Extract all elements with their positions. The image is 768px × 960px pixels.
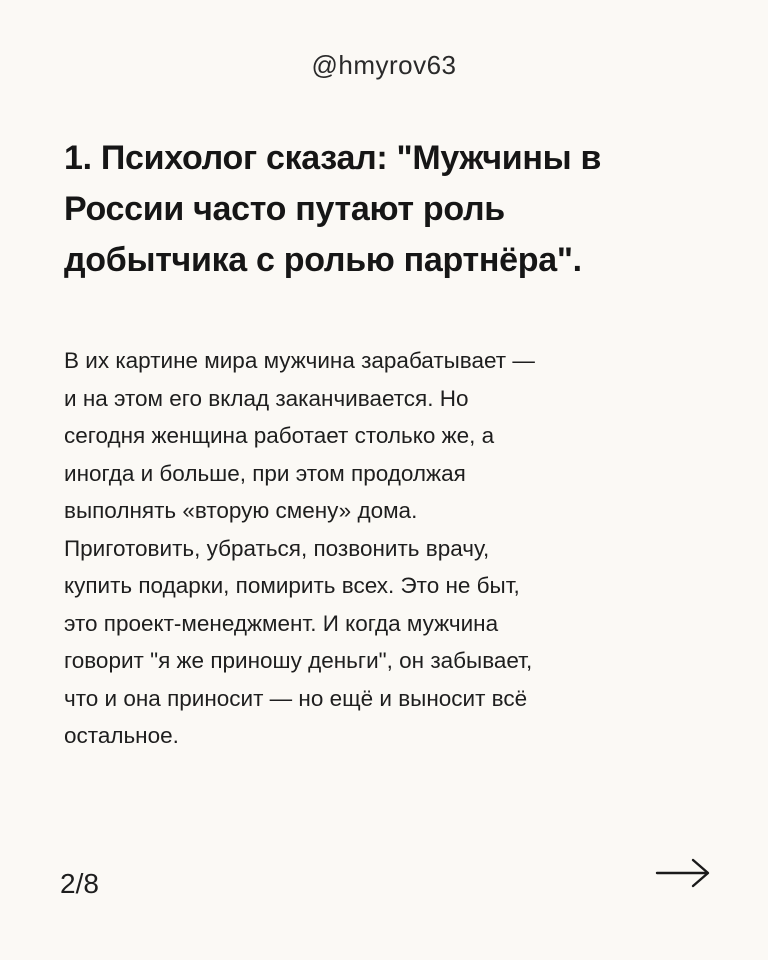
post-body	[64, 342, 704, 755]
body-line: что и она приносит — но ещё и выносит всё	[64, 685, 528, 711]
body-line: иногда и больше, при этом продолжая	[64, 460, 466, 486]
title-line: 1. Психолог сказал: "Мужчины в	[64, 139, 602, 177]
body-line: сегодня женщина работает столько же, а	[64, 423, 495, 448]
body-line: В их картине мира мужчина зарабатывает —	[64, 348, 535, 373]
arrow-right-icon	[655, 853, 711, 893]
body-line: говорит "я же приношу деньги", он забывает,	[64, 648, 533, 673]
body-line: купить подарки, помирить всех. Это не быт,	[64, 573, 520, 598]
next-slide-button[interactable]	[655, 853, 711, 893]
body-line: остальное.	[64, 723, 179, 748]
title-line: России часто путают роль	[64, 190, 505, 228]
author-handle: @hmyrov63	[311, 50, 457, 80]
body-line: и на этом его вклад заканчивается. Но	[64, 385, 469, 411]
page-counter: 2/8	[60, 868, 99, 899]
body-line: Приготовить, убраться, позвонить врачу,	[64, 535, 490, 561]
body-line: выполнять «вторую смену» дома.	[64, 498, 418, 523]
title-line: добытчика с ролью партнёра".	[64, 241, 582, 279]
post-title	[64, 133, 704, 286]
body-line: это проект-менеджмент. И когда мужчина	[64, 610, 499, 636]
